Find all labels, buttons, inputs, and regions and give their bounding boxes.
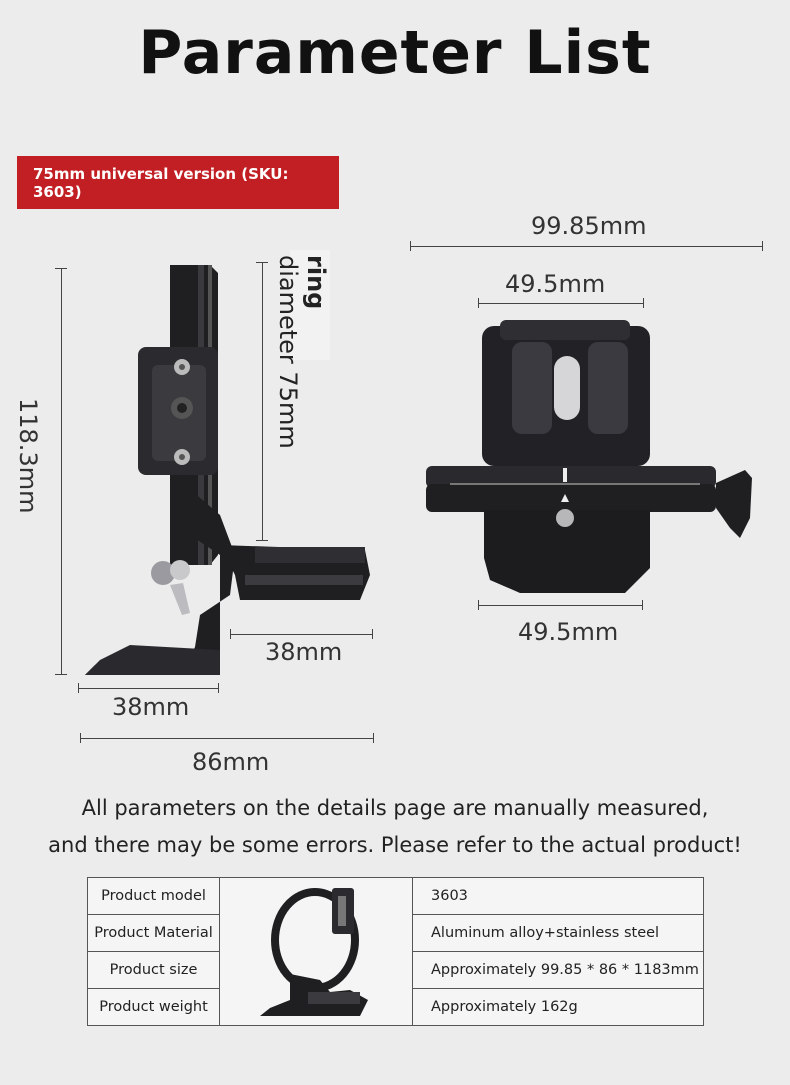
total-depth-label: 86mm [192,748,270,776]
bottom-plate-width-dimension-line [478,605,642,606]
ring-diameter-tick [256,540,268,541]
table-value-model: 3603 [413,878,704,915]
plate-depth-tick [230,629,231,639]
measurement-note-line1: All parameters on the details page are manually measured, [81,796,709,820]
bottom-plate-width-label: 49.5mm [518,618,619,646]
total-depth-tick [373,733,374,743]
table-value-material: Aluminum alloy+stainless steel [413,915,704,952]
table-value-weight: Approximately 162g [413,989,704,1026]
base-depth-label: 38mm [112,693,190,721]
page-title: Parameter List [138,18,652,88]
table-label-size: Product size [88,952,220,989]
ring-diameter-label-line1: ring [302,255,330,310]
top-plate-width-tick [478,298,479,308]
total-width-tick [410,241,411,251]
top-plate-width-dimension-line [478,303,643,304]
total-depth-dimension-line [80,738,373,739]
plate-depth-label: 38mm [265,638,343,666]
front-view-product-image [420,318,760,598]
height-dimension-tick [55,674,67,675]
total-width-label: 99.85mm [531,212,647,240]
sku-banner: 75mm universal version (SKU: 3603) [17,156,339,209]
measurement-note-line2: and there may be some errors. Please refer to the actual product! [48,833,742,857]
bottom-plate-width-tick [478,600,479,610]
parameter-table [87,877,704,1026]
table-product-image-cell [220,878,413,1026]
ring-diameter-tick [256,262,268,263]
measurement-note [0,790,790,864]
total-width-dimension-line [410,246,762,247]
height-dimension-tick [55,268,67,269]
plate-depth-tick [372,629,373,639]
table-value-size: Approximately 99.85 * 86 * 1183mm [413,952,704,989]
ring-diameter-dimension-line [262,262,263,540]
ring-diameter-label-line2: diameter 75mm [274,255,302,449]
table-label-weight: Product weight [88,989,220,1026]
base-depth-dimension-line [78,688,218,689]
plate-depth-dimension-line [230,634,372,635]
base-depth-tick [78,683,79,693]
product-thumbnail-image [220,880,410,1020]
table-label-model: Product model [88,878,220,915]
total-width-tick [762,241,763,251]
bottom-plate-width-tick [642,600,643,610]
base-depth-tick [218,683,219,693]
height-dimension-line [61,268,62,674]
total-depth-tick [80,733,81,743]
height-label: 118.3mm [14,398,42,514]
table-label-material: Product Material [88,915,220,952]
table-row [88,878,704,915]
top-plate-width-label: 49.5mm [505,270,606,298]
top-plate-width-tick [643,298,644,308]
